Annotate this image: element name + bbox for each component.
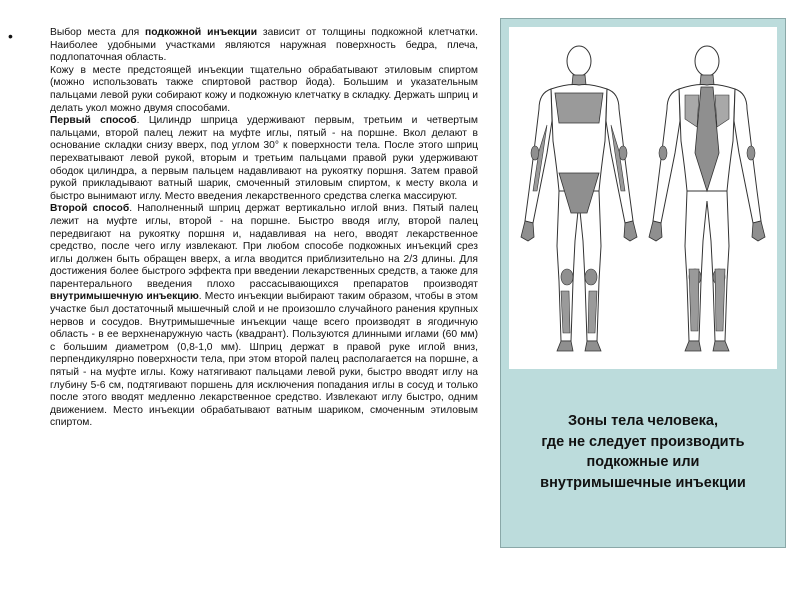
paragraph-intro: Выбор места для подкожной инъекции зависит от толщины подкожной клетчатки. Наиболее удобными участками являются наружная поверхность бедра, плеча, подлопаточная область.	[50, 27, 479, 64]
bullet-marker: •	[8, 28, 13, 44]
instruction-text	[38, 27, 478, 430]
back-body-figure	[649, 46, 765, 351]
method-2-title: Второй способ	[50, 203, 130, 215]
term-subcutaneous: подкожной инъекции	[145, 27, 258, 38]
term-intramuscular: внутримышечную инъекцию	[50, 291, 199, 303]
paragraph-method-1: Первый способ. Цилиндр шприца удерживают первым, третьим и четвертым пальцами, второй палец лежит на муфте иглы, пятый - на поршне. Вкол делают в основание складки снизу вверх, под углом 30° к поверхности тела. После этого шприц перехватывают левой рукой, вторым и третьим пальцами правой руки удерживают ободок цилиндра, а первым пальцем надавливают на рукоятку поршня. Затем правой рукой прикладывают ватный шарик, смоченный этиловым спиртом, к месту вкола и быстро вынимают иглу. Место введения лекарственного средства слегка массируют.	[50, 115, 478, 202]
illustration-panel	[500, 18, 786, 548]
front-body-figure	[521, 46, 637, 351]
method-1-title: Первый способ	[50, 115, 137, 127]
body-zones-illustration	[509, 27, 777, 369]
paragraph-method-2: Второй способ. Наполненный шприц держат вертикально иглой вниз. Пятый палец лежит на муфте иглы, второй - на поршне. Быстро вводя иглу, второй палец передвигают на рукоятку поршня и, надавливая на него, вводят лекарственное средство, после чего иглу извлекают. При любом способе подкожных инъекций срез иглы должен быть обращен вверх, а игла вводится приблизительно на 2/3 длины. Для достижения более быстрого эффекта при введении лекарственных средств, а также для парентерального введения плохо рассасывающихся препаратов производят внутримышечную инъекцию. Место инъекции выбирают таким образом, чтобы в этом участке был достаточный мышечный слой и не произошло случайного ранения крупных нервов и сосудов. Внутримышечные инъекции чаще всего производят в ягодичную область - в ее верхненаружную часть (квадрант). Пользуются длинными иглами (60 мм) с большим диаметром (0,8-1,0 мм). Шприц держат в правой руке иглой вниз, перпендикулярно поверхности тела, при этом второй палец располагается на поршне, а пятый - на муфте иглы. Кожу натягивают пальцами левой руки, быстро вводят иглу на глубину 5-6 см, подтягивают поршень для исключения попадания иглы в сосуд и только после этого вводят медленно лекарственное средство. Извлекают иглу быстро, одним движением. Место инъекции обрабатывают ватным шариком, смоченным этиловым спиртом.	[50, 203, 478, 429]
body-zones-svg	[509, 27, 777, 369]
illustration-caption: Зоны тела человека, где не следует производить подкожные или внутримышечные инъекции	[540, 413, 746, 491]
paragraph-skin-prep: Кожу в месте предстоящей инъекции тщательно обрабатывают этиловым спиртом (можно использовать также спиртовой раствор йода). Большим и указательным пальцами левой руки собирают кожу и подкожную клетчатку в складку. Держать шприц и делать укол можно двумя способами.	[50, 64, 478, 114]
